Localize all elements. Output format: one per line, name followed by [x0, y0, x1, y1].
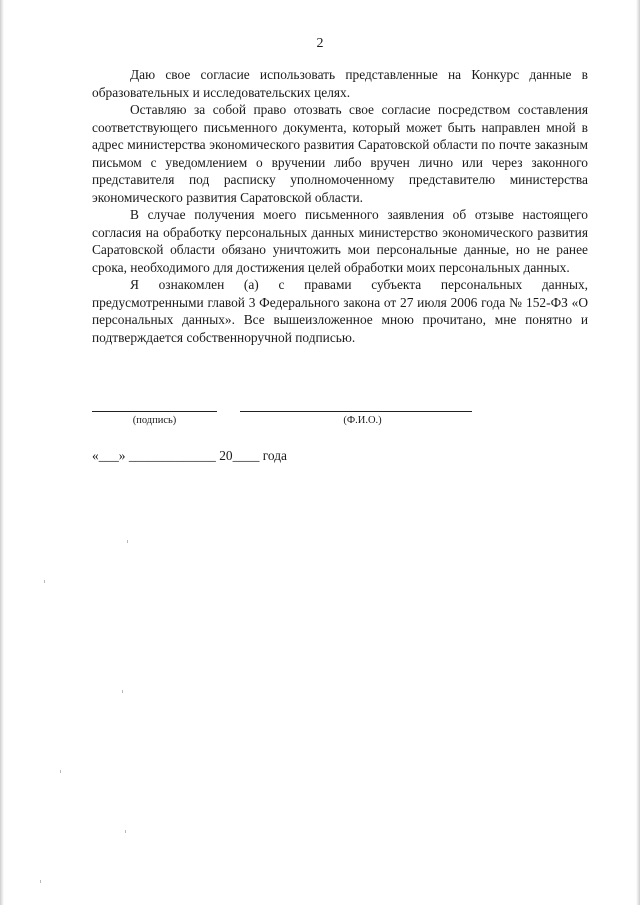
- scan-speck: [125, 830, 126, 833]
- scan-speck: [40, 880, 41, 883]
- page-number: 2: [316, 36, 324, 51]
- scan-speck: [122, 690, 123, 693]
- scan-speck: [60, 770, 61, 773]
- full-name-line: [240, 411, 472, 412]
- scan-speck: [44, 580, 45, 583]
- signature-line: [92, 411, 217, 412]
- document-body: [92, 66, 588, 346]
- signature-caption: (подпись): [132, 415, 177, 426]
- paragraph-withdrawal-right: Оставляю за собой право отозвать свое согласие посредством составления соответствующего письменного документа, который может быть направлен мной в адрес министерства экономического развития Саратовской области по почте заказным письмом с уведомлением о вручении либо вручен лично или через законного представителя под расписку уполномоченному представителю министерства экономического развития Саратовской области.: [92, 102, 588, 205]
- paragraph-acknowledgement: Я ознакомлен (а) с правами субъекта персональных данных, предусмотренными главой 3 Федерального закона от 27 июля 2006 года № 152-ФЗ «О персональных данных». Все вышеизложенное мною прочитано, мне понятно и подтверждается собственноручной подписью.: [92, 277, 588, 345]
- page-edge-right: [636, 0, 640, 905]
- date-line: «___» _____________ 20____ года: [92, 448, 287, 463]
- full-name-caption: (Ф.И.О.): [343, 415, 382, 426]
- paragraph-consent-use: Даю свое согласие использовать представленные на Конкурс данные в образовательных и исследовательских целях.: [92, 67, 588, 100]
- paragraph-data-destruction: В случае получения моего письменного заявления об отзыве настоящего согласия на обработку персональных данных министерство экономического развития Саратовской области обязано уничтожить мои персональные данные, но не ранее срока, необходимого для достижения целей обработки моих персональных данных.: [92, 207, 588, 275]
- page-edge-left: [0, 0, 4, 905]
- scan-speck: [127, 540, 128, 543]
